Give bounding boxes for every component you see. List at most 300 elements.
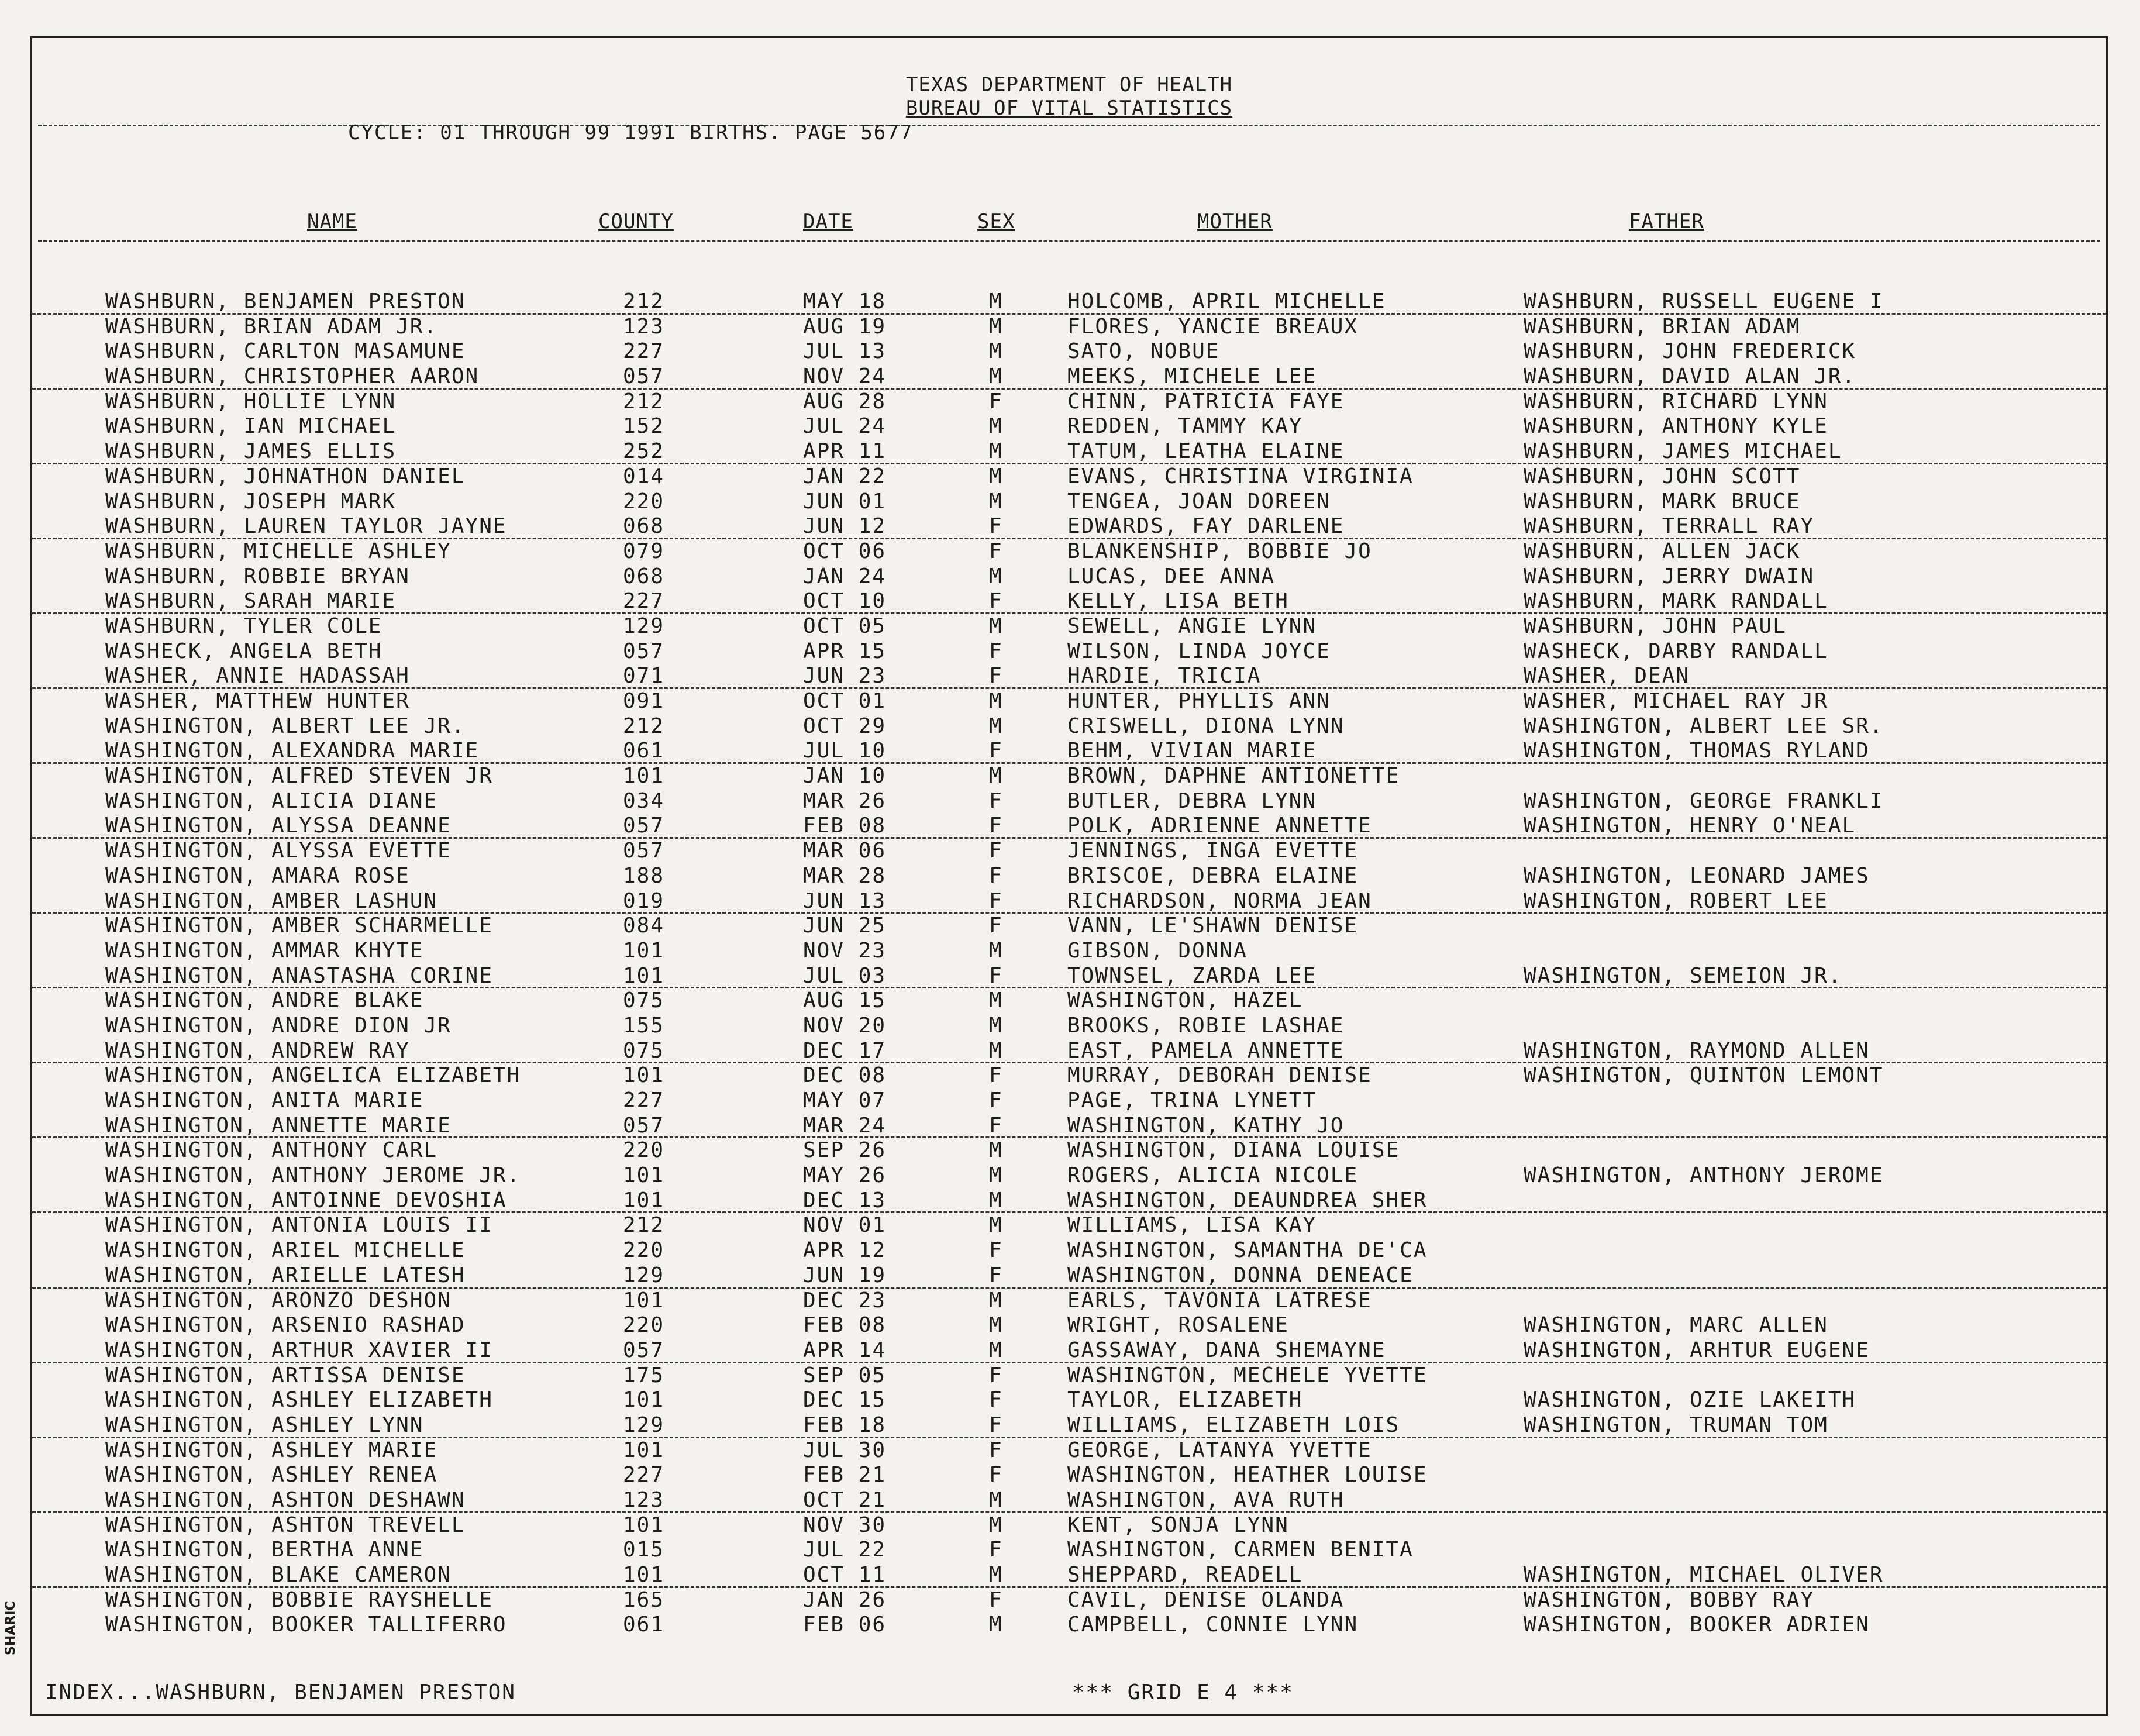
- table-row: [32, 988, 2106, 1014]
- cell-father: WASHBURN, RUSSELL EUGENE I: [1524, 290, 1884, 314]
- cell-father: WASHINGTON, ANTHONY JEROME: [1524, 1163, 1884, 1188]
- cell-name: WASHINGTON, BOOKER TALLIFERRO: [105, 1613, 507, 1637]
- cell-mother: BLANKENSHIP, BOBBIE JO: [1067, 539, 1372, 563]
- cell-name: WASHINGTON, ANTONIA LOUIS II: [105, 1213, 493, 1238]
- cell-mother: MEEKS, MICHELE LEE: [1067, 364, 1317, 389]
- cell-county: 101: [623, 1563, 665, 1587]
- cell-name: WASHINGTON, ASHLEY MARIE: [105, 1438, 438, 1462]
- cell-mother: FLORES, YANCIE BREAUX: [1067, 314, 1359, 339]
- cell-mother: GIBSON, DONNA: [1067, 938, 1248, 963]
- cell-date: JUL 24: [803, 414, 887, 439]
- cell-name: WASHER, ANNIE HADASSAH: [105, 664, 410, 688]
- cell-name: WASHINGTON, BOBBIE RAYSHELLE: [105, 1587, 493, 1612]
- table-row: [32, 514, 2106, 539]
- table-row: [32, 664, 2106, 689]
- cell-father: WASHINGTON, OZIE LAKEITH: [1524, 1388, 1856, 1413]
- table-row: [32, 1213, 2106, 1238]
- cell-father: WASHBURN, JOHN PAUL: [1524, 614, 1787, 638]
- cell-date: FEB 08: [803, 814, 887, 838]
- cell-name: WASHINGTON, ANTHONY JEROME JR.: [105, 1163, 521, 1188]
- cell-name: WASHINGTON, BLAKE CAMERON: [105, 1563, 452, 1587]
- cell-county: 212: [623, 714, 665, 738]
- column-header-date: DATE: [803, 210, 853, 233]
- table-row: [32, 1413, 2106, 1438]
- cell-date: MAY 18: [803, 290, 887, 314]
- cell-date: MAY 26: [803, 1163, 887, 1188]
- cell-county: 079: [623, 539, 665, 563]
- table-row: [32, 1039, 2106, 1064]
- table-row: [32, 315, 2106, 340]
- cell-name: WASHINGTON, ANDREW RAY: [105, 1038, 410, 1063]
- table-row: [32, 1613, 2106, 1638]
- table-row: [32, 1313, 2106, 1338]
- table-row: [32, 1014, 2106, 1039]
- cell-mother: BRISCOE, DEBRA ELAINE: [1067, 863, 1359, 888]
- cell-county: 220: [623, 489, 665, 514]
- cell-date: JUL 22: [803, 1538, 887, 1562]
- cell-name: WASHINGTON, ALICIA DIANE: [105, 788, 438, 813]
- cell-name: WASHINGTON, AMARA ROSE: [105, 863, 410, 888]
- table-row: [32, 1388, 2106, 1413]
- cell-date: DEC 17: [803, 1038, 887, 1063]
- cell-sex: F: [989, 1238, 1003, 1263]
- cell-date: OCT 01: [803, 689, 887, 713]
- cell-father: WASHINGTON, ARHTUR EUGENE: [1524, 1338, 1870, 1362]
- column-header-name: NAME: [307, 210, 357, 233]
- cell-county: 057: [623, 814, 665, 838]
- cell-county: 084: [623, 914, 665, 938]
- cell-sex: M: [989, 1138, 1003, 1163]
- column-header-mother: MOTHER: [1197, 210, 1273, 233]
- table-row: [32, 539, 2106, 564]
- cell-date: OCT 29: [803, 714, 887, 738]
- cell-date: FEB 06: [803, 1613, 887, 1637]
- cell-name: WASHINGTON, ANDRE DION JR: [105, 1013, 452, 1038]
- cell-sex: F: [989, 389, 1003, 414]
- cell-name: WASHINGTON, ANITA MARIE: [105, 1089, 424, 1112]
- cell-date: JAN 10: [803, 764, 887, 788]
- cell-name: WASHINGTON, ANNETTE MARIE: [105, 1113, 452, 1138]
- table-row: [32, 789, 2106, 814]
- cell-name: WASHINGTON, ARIEL MICHELLE: [105, 1238, 466, 1263]
- cell-date: JAN 26: [803, 1587, 887, 1612]
- cell-mother: WILLIAMS, LISA KAY: [1067, 1213, 1317, 1238]
- cell-county: 252: [623, 439, 665, 464]
- cell-mother: BEHM, VIVIAN MARIE: [1067, 739, 1317, 763]
- cell-mother: JENNINGS, INGA EVETTE: [1067, 839, 1359, 863]
- cell-date: SEP 05: [803, 1363, 887, 1387]
- cell-name: WASHINGTON, AMMAR KHYTE: [105, 938, 424, 963]
- cell-sex: M: [989, 564, 1003, 588]
- cell-county: 101: [623, 1288, 665, 1313]
- cell-sex: M: [989, 464, 1003, 488]
- table-row: [32, 1538, 2106, 1563]
- cell-mother: HARDIE, TRICIA: [1067, 664, 1262, 688]
- cell-county: 155: [623, 1013, 665, 1038]
- cell-mother: ROGERS, ALICIA NICOLE: [1067, 1163, 1359, 1188]
- cell-mother: KENT, SONJA LYNN: [1067, 1513, 1289, 1537]
- cell-sex: M: [989, 764, 1003, 788]
- cell-county: 057: [623, 364, 665, 389]
- cell-sex: F: [989, 539, 1003, 563]
- bureau-title: BUREAU OF VITAL STATISTICS: [905, 97, 1233, 120]
- cell-father: WASHER, DEAN: [1524, 664, 1690, 688]
- cell-date: MAR 24: [803, 1113, 887, 1138]
- cell-mother: HOLCOMB, APRIL MICHELLE: [1067, 290, 1386, 314]
- column-divider: [38, 240, 2100, 242]
- table-row: [32, 1063, 2106, 1089]
- cell-sex: M: [989, 290, 1003, 314]
- cell-county: 014: [623, 464, 665, 488]
- cell-mother: MURRAY, DEBORAH DENISE: [1067, 1063, 1372, 1088]
- cell-mother: WASHINGTON, HEATHER LOUISE: [1067, 1463, 1428, 1487]
- cell-name: WASHINGTON, ANASTASHA CORINE: [105, 963, 493, 988]
- cell-mother: CHINN, PATRICIA FAYE: [1067, 389, 1345, 414]
- cell-mother: EDWARDS, FAY DARLENE: [1067, 514, 1345, 539]
- cell-name: WASHINGTON, ALBERT LEE JR.: [105, 714, 466, 738]
- table-row: [32, 1263, 2106, 1289]
- cell-father: WASHBURN, BRIAN ADAM: [1524, 314, 1801, 339]
- table-row: [32, 290, 2106, 315]
- cell-date: JUN 23: [803, 664, 887, 688]
- cell-date: NOV 01: [803, 1213, 887, 1238]
- table-row: [32, 639, 2106, 664]
- cell-sex: F: [989, 914, 1003, 938]
- table-row: [32, 1163, 2106, 1189]
- table-row: [32, 1463, 2106, 1488]
- cell-mother: POLK, ADRIENNE ANNETTE: [1067, 814, 1372, 838]
- cell-date: AUG 19: [803, 314, 887, 339]
- cell-sex: F: [989, 1363, 1003, 1387]
- cell-date: FEB 18: [803, 1413, 887, 1437]
- cell-sex: M: [989, 1213, 1003, 1238]
- cell-date: MAR 28: [803, 863, 887, 888]
- records-table: [32, 290, 2106, 1638]
- cell-mother: BROWN, DAPHNE ANTIONETTE: [1067, 764, 1400, 788]
- table-row: [32, 739, 2106, 764]
- cell-sex: F: [989, 1438, 1003, 1462]
- cell-sex: M: [989, 1313, 1003, 1338]
- cell-county: 129: [623, 1413, 665, 1437]
- table-row: [32, 1289, 2106, 1314]
- cell-county: 057: [623, 639, 665, 663]
- cell-name: WASHINGTON, ASHTON DESHAWN: [105, 1488, 466, 1512]
- cell-county: 227: [623, 1089, 665, 1112]
- cell-sex: F: [989, 1113, 1003, 1138]
- table-row: [32, 1363, 2106, 1389]
- cell-county: 220: [623, 1238, 665, 1263]
- cell-sex: F: [989, 839, 1003, 863]
- cell-mother: TAYLOR, ELIZABETH: [1067, 1388, 1303, 1413]
- cell-father: WASHINGTON, TRUMAN TOM: [1524, 1413, 1828, 1437]
- cell-mother: KELLY, LISA BETH: [1067, 589, 1289, 614]
- cell-sex: M: [989, 1288, 1003, 1313]
- cell-mother: REDDEN, TAMMY KAY: [1067, 414, 1303, 439]
- cell-county: 019: [623, 888, 665, 913]
- cell-date: JUN 25: [803, 914, 887, 938]
- cell-county: 123: [623, 1488, 665, 1512]
- cell-father: WASHINGTON, MICHAEL OLIVER: [1524, 1563, 1884, 1587]
- cell-county: 057: [623, 1113, 665, 1138]
- cell-father: WASHBURN, JOHN FREDERICK: [1524, 339, 1856, 364]
- table-row: [32, 939, 2106, 964]
- table-row: [32, 914, 2106, 939]
- table-row: [32, 589, 2106, 614]
- table-row: [32, 1588, 2106, 1613]
- cell-mother: PAGE, TRINA LYNETT: [1067, 1089, 1317, 1112]
- cell-sex: F: [989, 739, 1003, 763]
- cell-date: JUN 01: [803, 489, 887, 514]
- cell-name: WASHINGTON, ARIELLE LATESH: [105, 1263, 466, 1287]
- cell-sex: F: [989, 514, 1003, 539]
- cell-name: WASHBURN, LAUREN TAYLOR JAYNE: [105, 514, 507, 539]
- cell-date: DEC 23: [803, 1288, 887, 1313]
- cell-sex: M: [989, 938, 1003, 963]
- cell-date: JUN 12: [803, 514, 887, 539]
- cell-sex: M: [989, 439, 1003, 464]
- cell-county: 212: [623, 290, 665, 314]
- table-row: [32, 964, 2106, 989]
- cell-date: NOV 24: [803, 364, 887, 389]
- cell-name: WASHINGTON, ALFRED STEVEN JR: [105, 764, 493, 788]
- cell-county: 101: [623, 1388, 665, 1413]
- cell-county: 057: [623, 1338, 665, 1362]
- cell-mother: WASHINGTON, DIANA LOUISE: [1067, 1138, 1400, 1163]
- cell-sex: M: [989, 1613, 1003, 1637]
- cell-sex: M: [989, 1513, 1003, 1537]
- cell-sex: F: [989, 1263, 1003, 1287]
- cell-name: WASHINGTON, ARTHUR XAVIER II: [105, 1338, 493, 1362]
- table-row: [32, 1488, 2106, 1513]
- table-row: [32, 564, 2106, 590]
- cell-county: 220: [623, 1138, 665, 1163]
- cell-sex: M: [989, 414, 1003, 439]
- cell-county: 101: [623, 938, 665, 963]
- cell-father: WASHINGTON, ALBERT LEE SR.: [1524, 714, 1884, 738]
- table-row: [32, 689, 2106, 714]
- cell-sex: F: [989, 1538, 1003, 1562]
- cell-mother: VANN, LE'SHAWN DENISE: [1067, 914, 1359, 938]
- table-row: [32, 1563, 2106, 1588]
- cell-date: FEB 21: [803, 1463, 887, 1487]
- cell-father: WASHBURN, TERRALL RAY: [1524, 514, 1815, 539]
- table-row: [32, 1189, 2106, 1214]
- cell-sex: F: [989, 1063, 1003, 1088]
- cell-mother: GASSAWAY, DANA SHEMAYNE: [1067, 1338, 1386, 1362]
- cell-mother: WASHINGTON, CARMEN BENITA: [1067, 1538, 1414, 1562]
- cell-father: WASHINGTON, MARC ALLEN: [1524, 1313, 1828, 1338]
- cell-date: JUL 10: [803, 739, 887, 763]
- cell-county: 061: [623, 1613, 665, 1637]
- cell-date: AUG 15: [803, 988, 887, 1013]
- cell-mother: CRISWELL, DIONA LYNN: [1067, 714, 1345, 738]
- cell-name: WASHINGTON, ARSENIO RASHAD: [105, 1313, 466, 1338]
- cell-sex: M: [989, 489, 1003, 514]
- cell-date: AUG 28: [803, 389, 887, 414]
- cell-father: WASHECK, DARBY RANDALL: [1524, 639, 1828, 663]
- cell-sex: F: [989, 888, 1003, 913]
- cell-mother: CAMPBELL, CONNIE LYNN: [1067, 1613, 1359, 1637]
- cell-name: WASHBURN, HOLLIE LYNN: [105, 389, 397, 414]
- cell-date: JUL 30: [803, 1438, 887, 1462]
- cell-county: 212: [623, 1213, 665, 1238]
- cell-date: DEC 15: [803, 1388, 887, 1413]
- table-row: [32, 490, 2106, 515]
- table-row: [32, 1238, 2106, 1263]
- cell-county: 101: [623, 1438, 665, 1462]
- cell-father: WASHINGTON, QUINTON LEMONT: [1524, 1063, 1884, 1088]
- cell-sex: F: [989, 863, 1003, 888]
- cell-date: NOV 30: [803, 1513, 887, 1537]
- cell-mother: WASHINGTON, HAZEL: [1067, 988, 1303, 1013]
- table-row: [32, 764, 2106, 789]
- cell-county: 061: [623, 739, 665, 763]
- cell-sex: M: [989, 339, 1003, 364]
- cell-sex: M: [989, 1038, 1003, 1063]
- cell-name: WASHINGTON, ANTOINNE DEVOSHIA: [105, 1188, 507, 1213]
- cell-date: MAR 26: [803, 788, 887, 813]
- table-row: [32, 814, 2106, 839]
- cell-sex: M: [989, 1163, 1003, 1188]
- cell-sex: M: [989, 364, 1003, 389]
- cell-sex: M: [989, 614, 1003, 638]
- cell-county: 075: [623, 1038, 665, 1063]
- cell-sex: F: [989, 1587, 1003, 1612]
- cell-county: 057: [623, 839, 665, 863]
- cell-father: WASHBURN, MARK BRUCE: [1524, 489, 1801, 514]
- cell-mother: WASHINGTON, MECHELE YVETTE: [1067, 1363, 1428, 1387]
- cell-sex: F: [989, 589, 1003, 614]
- cell-name: WASHER, MATTHEW HUNTER: [105, 689, 410, 713]
- cell-mother: TATUM, LEATHA ELAINE: [1067, 439, 1345, 464]
- table-row: [32, 1089, 2106, 1114]
- cell-name: WASHINGTON, ASHLEY RENEA: [105, 1463, 438, 1487]
- cell-name: WASHBURN, MICHELLE ASHLEY: [105, 539, 452, 563]
- cell-sex: F: [989, 639, 1003, 663]
- cell-sex: F: [989, 1388, 1003, 1413]
- cell-date: NOV 23: [803, 938, 887, 963]
- cell-county: 068: [623, 514, 665, 539]
- cycle-line: CYCLE: 01 THROUGH 99 1991 BIRTHS. PAGE 5677: [348, 121, 914, 144]
- table-row: [32, 1138, 2106, 1163]
- cell-sex: F: [989, 788, 1003, 813]
- cell-mother: SEWELL, ANGIE LYNN: [1067, 614, 1317, 638]
- cell-county: 091: [623, 689, 665, 713]
- cell-name: WASHBURN, SARAH MARIE: [105, 589, 397, 614]
- cell-sex: F: [989, 1463, 1003, 1487]
- cell-father: WASHBURN, RICHARD LYNN: [1524, 389, 1828, 414]
- cell-father: WASHINGTON, THOMAS RYLAND: [1524, 739, 1870, 763]
- cell-mother: TENGEA, JOAN DOREEN: [1067, 489, 1331, 514]
- cell-father: WASHINGTON, GEORGE FRANKLI: [1524, 788, 1884, 813]
- cell-father: WASHBURN, MARK RANDALL: [1524, 589, 1828, 614]
- cell-sex: M: [989, 1563, 1003, 1587]
- table-row: [32, 1438, 2106, 1463]
- table-row: [32, 864, 2106, 889]
- table-row: [32, 364, 2106, 390]
- cell-father: WASHBURN, JERRY DWAIN: [1524, 564, 1815, 588]
- cell-date: SEP 26: [803, 1138, 887, 1163]
- cell-date: APR 14: [803, 1338, 887, 1362]
- cell-name: WASHBURN, JOSEPH MARK: [105, 489, 397, 514]
- cell-date: JAN 24: [803, 564, 887, 588]
- cell-name: WASHBURN, CHRISTOPHER AARON: [105, 364, 480, 389]
- cell-date: JUL 03: [803, 963, 887, 988]
- cell-name: WASHBURN, JOHNATHON DANIEL: [105, 464, 466, 488]
- cell-mother: RICHARDSON, NORMA JEAN: [1067, 888, 1372, 913]
- cell-mother: HUNTER, PHYLLIS ANN: [1067, 689, 1331, 713]
- cell-county: 101: [623, 1513, 665, 1537]
- cell-father: WASHINGTON, SEMEION JR.: [1524, 963, 1842, 988]
- cell-sex: M: [989, 1488, 1003, 1512]
- cell-date: FEB 08: [803, 1313, 887, 1338]
- cell-sex: M: [989, 314, 1003, 339]
- cell-father: WASHBURN, ANTHONY KYLE: [1524, 414, 1828, 439]
- cell-county: 101: [623, 764, 665, 788]
- cell-sex: M: [989, 1013, 1003, 1038]
- cell-mother: WASHINGTON, SAMANTHA DE'CA: [1067, 1238, 1428, 1263]
- table-row: [32, 614, 2106, 639]
- cell-name: WASHINGTON, ASHLEY ELIZABETH: [105, 1388, 493, 1413]
- cell-name: WASHINGTON, ANDRE BLAKE: [105, 988, 424, 1013]
- cell-mother: GEORGE, LATANYA YVETTE: [1067, 1438, 1372, 1462]
- cell-mother: WASHINGTON, DONNA DENEACE: [1067, 1263, 1414, 1287]
- cell-date: APR 15: [803, 639, 887, 663]
- table-row: [32, 390, 2106, 415]
- cell-name: WASHINGTON, ALYSSA EVETTE: [105, 839, 452, 863]
- cell-county: 034: [623, 788, 665, 813]
- table-row: [32, 464, 2106, 490]
- table-row: [32, 1114, 2106, 1139]
- cell-mother: LUCAS, DEE ANNA: [1067, 564, 1276, 588]
- side-mark: SHARIC: [4, 1601, 18, 1655]
- cell-father: WASHINGTON, BOBBY RAY: [1524, 1587, 1815, 1612]
- cell-county: 129: [623, 1263, 665, 1287]
- cell-name: WASHINGTON, BERTHA ANNE: [105, 1538, 424, 1562]
- department-title: TEXAS DEPARTMENT OF HEALTH: [905, 73, 1233, 97]
- record-sheet: [30, 36, 2108, 1716]
- cell-county: 220: [623, 1313, 665, 1338]
- cell-sex: M: [989, 1338, 1003, 1362]
- cell-date: OCT 06: [803, 539, 887, 563]
- cell-date: JUL 13: [803, 339, 887, 364]
- cell-sex: F: [989, 1413, 1003, 1437]
- cell-date: OCT 11: [803, 1563, 887, 1587]
- cell-date: APR 11: [803, 439, 887, 464]
- cell-father: WASHINGTON, RAYMOND ALLEN: [1524, 1038, 1870, 1063]
- cell-father: WASHBURN, DAVID ALAN JR.: [1524, 364, 1856, 389]
- column-header-county: COUNTY: [598, 210, 674, 233]
- cell-name: WASHINGTON, ALEXANDRA MARIE: [105, 739, 480, 763]
- cell-name: WASHBURN, JAMES ELLIS: [105, 439, 397, 464]
- cell-name: WASHBURN, ROBBIE BRYAN: [105, 564, 410, 588]
- cell-mother: EARLS, TAVONIA LATRESE: [1067, 1288, 1372, 1313]
- cell-sex: F: [989, 664, 1003, 688]
- cell-county: 212: [623, 389, 665, 414]
- cell-father: WASHBURN, JOHN SCOTT: [1524, 464, 1801, 488]
- cell-county: 165: [623, 1587, 665, 1612]
- table-row: [32, 439, 2106, 464]
- cell-mother: WASHINGTON, DEAUNDREA SHER: [1067, 1188, 1428, 1213]
- cell-county: 123: [623, 314, 665, 339]
- cell-date: DEC 13: [803, 1188, 887, 1213]
- cell-name: WASHINGTON, ARONZO DESHON: [105, 1288, 452, 1313]
- cell-county: 101: [623, 963, 665, 988]
- cell-date: OCT 10: [803, 589, 887, 614]
- cell-mother: CAVIL, DENISE OLANDA: [1067, 1587, 1345, 1612]
- cell-name: WASHBURN, CARLTON MASAMUNE: [105, 339, 466, 364]
- cell-name: WASHECK, ANGELA BETH: [105, 639, 382, 663]
